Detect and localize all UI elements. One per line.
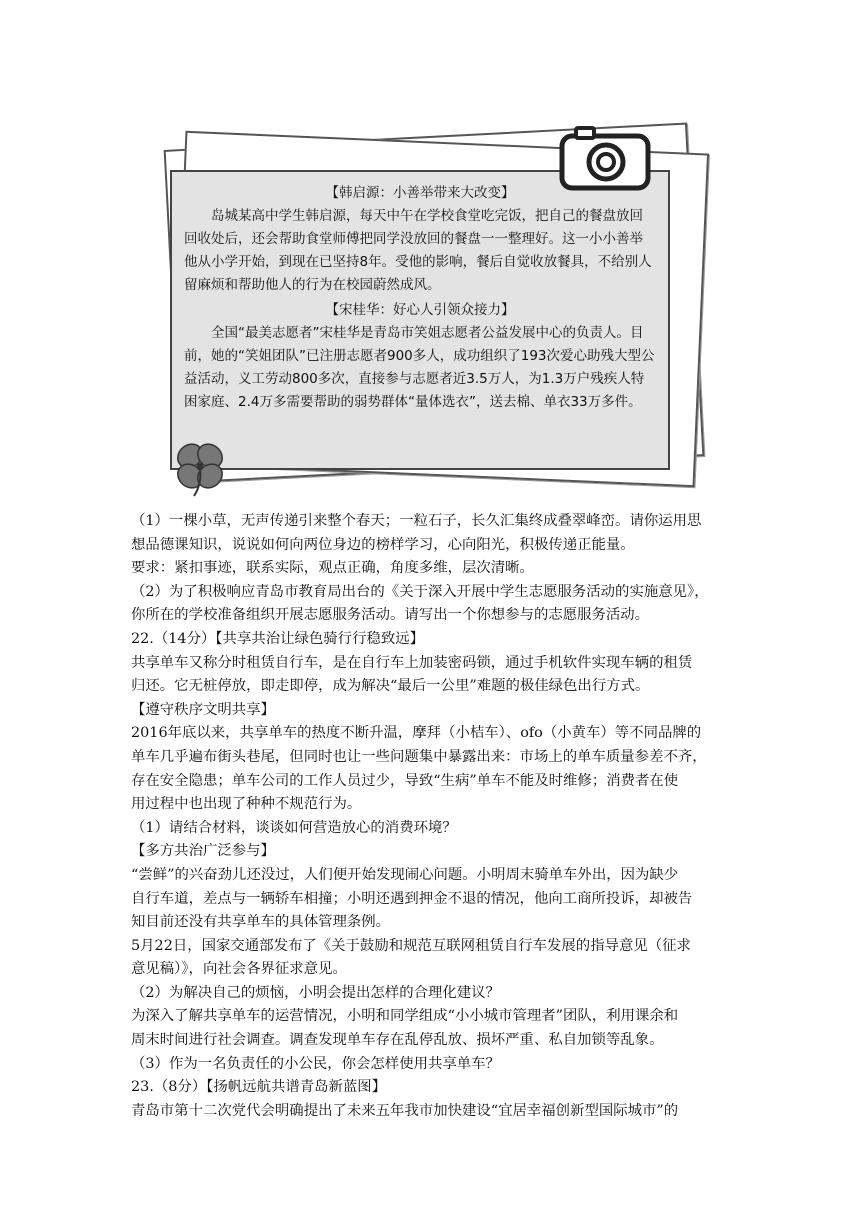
clover-icon	[168, 434, 232, 498]
illustrated-card-figure	[138, 122, 743, 500]
text-line: 周末时间进行社会调查。调查发现单车存在乱停乱放、损坏严重、私自加锁等乱象。	[131, 1032, 664, 1049]
text-line: 你所在的学校准备组织开展志愿服务活动。请写出一个你想参与的志愿服务活动。	[131, 607, 650, 624]
text-line: （2）为解决自己的烦恼，小明会提出怎样的合理化建议？	[131, 984, 500, 1001]
text-line: （2）为了积极响应青岛市教育局出台的《关于深入开展中学生志愿服务活动的实施意见》，	[131, 583, 709, 600]
text-line: 共享单车又称分时租赁自行车，是在自行车上加装密码锁，通过手机软件实现车辆的租赁	[131, 654, 693, 671]
section-heading: 【多方共治广泛参与】	[131, 843, 275, 860]
card-section-text: 全国“最美志愿者”宋桂华是青岛市笑姐志愿者公益发展中心的负责人。目前，她的“笑姐团队”已注册志愿者900多人，成功组织了193次爱心助残大型公益活动，义工劳动800多次，直接参与志愿者近3.5万人，为1.3万户残疾人特困家庭、2.4万多需要帮助的弱势群体“量体选衣”，送去棉、单衣33万多件。	[184, 325, 655, 410]
card-section-title: 【宋桂华：好心人引领众接力】	[325, 302, 515, 318]
text-line: 要求：紧扣事迹，联系实际，观点正确，角度多维，层次清晰。	[131, 560, 534, 577]
card-section-text: 岛城某高中学生韩启源，每天中午在学校食堂吃完饭，把自己的餐盘放回回收处后，还会帮助食堂师傅把同学没放回的餐盘一一整理好。这一小小善举他从小学开始，到现在已坚持8年。受他的影响，餐后自觉收放餐具，不给别人留麻烦和帮助他人的行为在校园蔚然成风。	[184, 208, 652, 293]
question-heading: 23.（8分）【扬帆远航共谱青岛新蓝图】	[131, 1079, 387, 1096]
text-line: 青岛市第十二次党代会明确提出了未来五年我市加快建设“宜居幸福创新型国际城市”的	[131, 1102, 679, 1119]
camera-icon	[558, 122, 654, 192]
text-line: 自行车道，差点与一辆轿车相撞；小明还遇到押金不退的情况，他向工商所投诉，却被告	[131, 890, 693, 907]
text-line: 归还。它无桩停放，即走即停，成为解决“最后一公里”难题的极佳绿色出行方式。	[131, 678, 650, 695]
text-line: （3）作为一名负责任的小公民，你会怎样使用共享单车？	[131, 1055, 500, 1072]
text-line: 5月22日，国家交通部发布了《关于鼓励和规范互联网租赁自行车发展的指导意见（征求	[131, 937, 691, 954]
card-section-title: 【韩启源：小善举带来大改变】	[325, 185, 515, 201]
text-line: （1）请结合材料，谈谈如何营造放心的消费环境？	[131, 819, 457, 836]
text-line: 为深入了解共享单车的运营情况，小明和同学组成“小小城市管理者”团队，利用课余和	[131, 1008, 679, 1025]
text-line: “尝鲜”的兴奋劲儿还没过，人们便开始发现闹心问题。小明周末骑单车外出，因为缺少	[131, 866, 679, 883]
text-line: 单车几乎遍布街头巷尾，但同时也让一些问题集中暴露出来：市场上的单车质量参差不齐，	[131, 748, 707, 765]
text-line: 意见稿）》，向社会各界征求意见。	[131, 961, 347, 978]
role-model-card	[170, 170, 670, 470]
question-heading: 22.（14分）【共享共治让绿色骑行行稳致远】	[131, 630, 425, 647]
text-line: 知目前还没有共享单车的具体管理条例。	[131, 914, 391, 931]
text-line: 用过程中也出现了种种不规范行为。	[131, 796, 362, 813]
text-line: （1）一棵小草，无声传递引来整个春天；一粒石子，长久汇集终成叠翠峰峦。请你运用思	[131, 513, 702, 529]
text-line: 想品德课知识，说说如何向两位身边的榜样学习，心向阳光，积极传递正能量。	[131, 536, 635, 553]
text-line: 存在安全隐患；单车公司的工作人员过少，导致“生病”单车不能及时维修；消费者在使	[131, 772, 679, 789]
section-heading: 【遵守秩序文明共享】	[131, 701, 275, 718]
question-text	[131, 510, 741, 1123]
text-line: 2016年底以来，共享单车的热度不断升温，摩拜（小桔车）、ofo（小黄车）等不同品牌的	[131, 725, 702, 742]
